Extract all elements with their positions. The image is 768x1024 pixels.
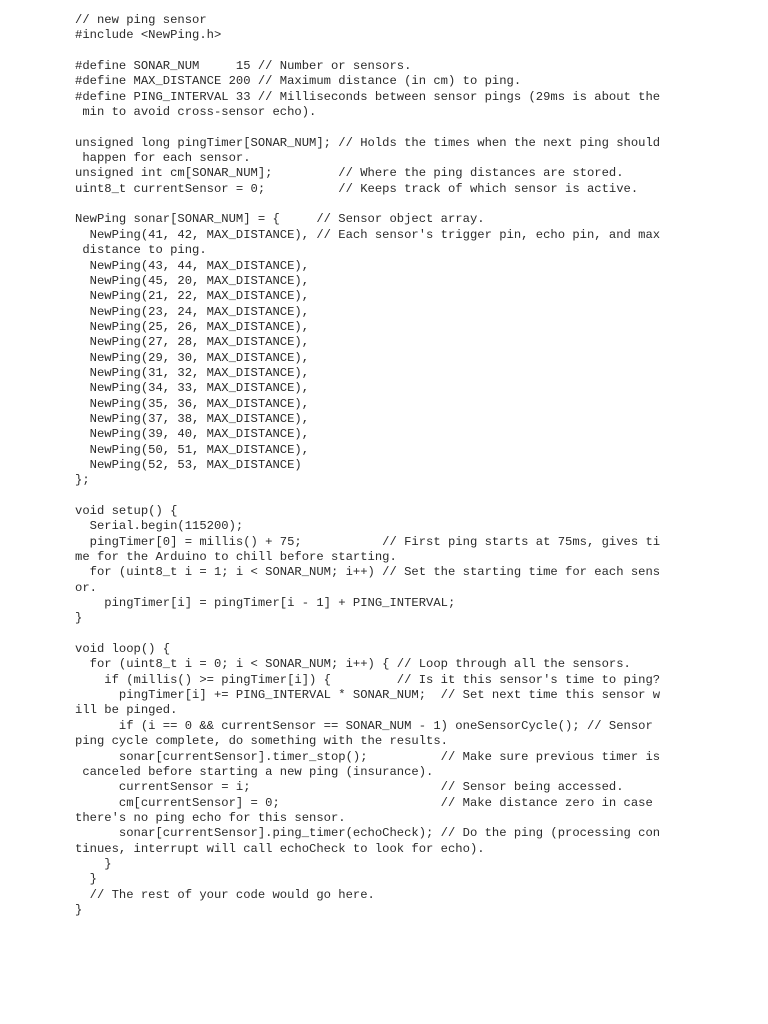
code-line: NewPing(27, 28, MAX_DISTANCE), xyxy=(75,335,310,350)
code-line: } xyxy=(75,856,112,871)
code-line: tinues, interrupt will call echoCheck to look for echo). xyxy=(75,841,485,856)
code-line: NewPing(29, 30, MAX_DISTANCE), xyxy=(75,350,310,365)
code-line: } xyxy=(75,902,83,917)
code-line: NewPing(52, 53, MAX_DISTANCE) xyxy=(75,457,302,472)
code-line: me for the Arduino to chill before starting. xyxy=(75,550,397,565)
code-line: NewPing(45, 20, MAX_DISTANCE), xyxy=(75,273,310,288)
code-line: #include <NewPing.h> xyxy=(75,28,222,43)
code-line: pingTimer[i] = pingTimer[i - 1] + PING_INTERVAL; xyxy=(75,596,456,611)
code-line: ill be pinged. xyxy=(75,703,178,718)
code-listing xyxy=(75,13,695,918)
code-line: currentSensor = i; // Sensor being accessed. xyxy=(75,780,624,795)
code-line: happen for each sensor. xyxy=(75,151,251,166)
code-line: min to avoid cross-sensor echo). xyxy=(75,105,317,120)
code-line xyxy=(75,197,695,212)
code-line: NewPing(37, 38, MAX_DISTANCE), xyxy=(75,411,310,426)
code-line: NewPing(34, 33, MAX_DISTANCE), xyxy=(75,381,310,396)
code-line: void setup() { xyxy=(75,504,178,518)
code-line: unsigned int cm[SONAR_NUM]; // Where the ping distances are stored. xyxy=(75,166,624,181)
code-line: NewPing sonar[SONAR_NUM] = { // Sensor object array. xyxy=(75,212,485,227)
code-line: NewPing(39, 40, MAX_DISTANCE), xyxy=(75,427,310,442)
code-line: #define SONAR_NUM 15 // Number or sensors. xyxy=(75,59,412,74)
code-line: NewPing(21, 22, MAX_DISTANCE), xyxy=(75,289,310,304)
code-line: pingTimer[0] = millis() + 75; // First ping starts at 75ms, gives ti xyxy=(75,534,661,549)
code-line: NewPing(41, 42, MAX_DISTANCE), // Each sensor's trigger pin, echo pin, and max xyxy=(75,227,661,242)
code-line xyxy=(75,627,695,642)
code-line: cm[currentSensor] = 0; // Make distance zero in case xyxy=(75,795,653,810)
code-line: pingTimer[i] += PING_INTERVAL * SONAR_NUM; // Set next time this sensor w xyxy=(75,688,661,703)
code-line: } xyxy=(75,872,97,887)
code-line: NewPing(43, 44, MAX_DISTANCE), xyxy=(75,258,310,273)
code-line: } xyxy=(75,611,83,626)
code-line: NewPing(25, 26, MAX_DISTANCE), xyxy=(75,319,310,334)
code-line: ping cycle complete, do something with the results. xyxy=(75,734,448,749)
code-line: #define MAX_DISTANCE 200 // Maximum distance (in cm) to ping. xyxy=(75,74,522,89)
code-line: for (uint8_t i = 1; i < SONAR_NUM; i++) // Set the starting time for each sens xyxy=(75,565,661,580)
code-line: }; xyxy=(75,473,90,488)
code-line: or. xyxy=(75,580,97,595)
code-line: if (millis() >= pingTimer[i]) { // Is it this sensor's time to ping? xyxy=(75,672,661,687)
code-line: // new ping sensor xyxy=(75,13,207,27)
code-line: distance to ping. xyxy=(75,243,207,258)
code-line: Serial.begin(115200); xyxy=(75,519,244,534)
code-line: void loop() { xyxy=(75,642,171,657)
code-line: there's no ping echo for this sensor. xyxy=(75,810,346,825)
code-line: unsigned long pingTimer[SONAR_NUM]; // Holds the times when the next ping should xyxy=(75,135,661,150)
code-line: uint8_t currentSensor = 0; // Keeps track of which sensor is active. xyxy=(75,181,639,196)
code-line xyxy=(75,44,695,59)
code-line: canceled before starting a new ping (insurance). xyxy=(75,764,434,779)
code-line: for (uint8_t i = 0; i < SONAR_NUM; i++) { // Loop through all the sensors. xyxy=(75,657,631,672)
code-line: NewPing(31, 32, MAX_DISTANCE), xyxy=(75,365,310,380)
code-line: if (i == 0 && currentSensor == SONAR_NUM - 1) oneSensorCycle(); // Sensor xyxy=(75,718,653,733)
code-line: NewPing(50, 51, MAX_DISTANCE), xyxy=(75,442,310,457)
code-line: NewPing(35, 36, MAX_DISTANCE), xyxy=(75,396,310,411)
code-line: // The rest of your code would go here. xyxy=(75,887,375,902)
code-line: #define PING_INTERVAL 33 // Milliseconds between sensor pings (29ms is about the xyxy=(75,89,661,104)
code-line: sonar[currentSensor].timer_stop(); // Make sure previous timer is xyxy=(75,749,661,764)
code-line xyxy=(75,120,695,135)
code-line: sonar[currentSensor].ping_timer(echoCheck); // Do the ping (processing con xyxy=(75,826,661,841)
code-line xyxy=(75,489,695,504)
code-line: NewPing(23, 24, MAX_DISTANCE), xyxy=(75,304,310,319)
